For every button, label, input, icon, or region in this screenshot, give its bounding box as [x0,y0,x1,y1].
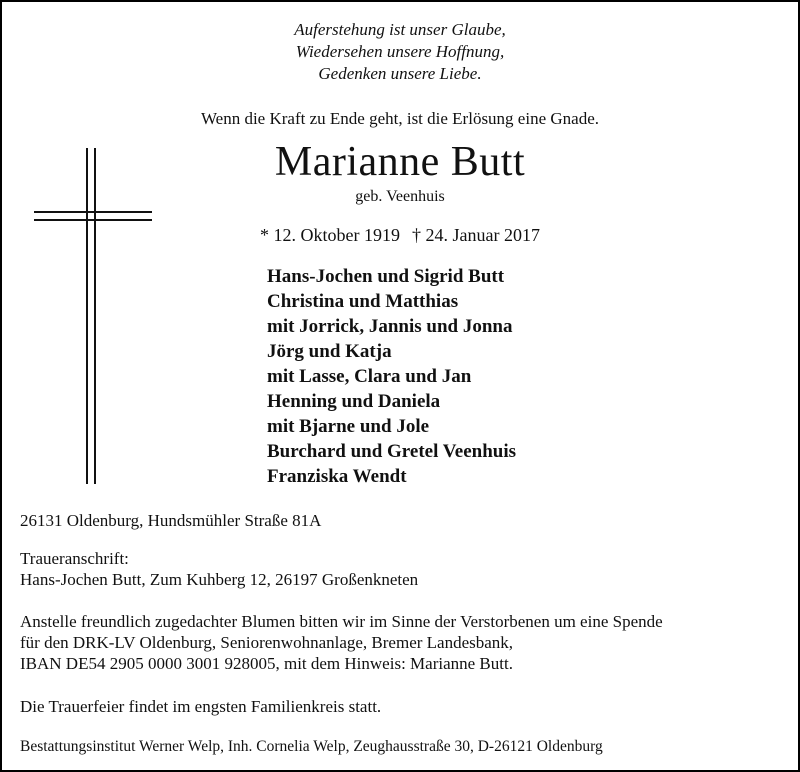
mourner-line: mit Lasse, Clara und Jan [267,366,472,387]
saying: Wenn die Kraft zu Ende geht, ist die Erlösung eine Gnade. [200,109,599,128]
mourner-line: Burchard und Gretel Veenhuis [267,441,516,462]
donation-line: für den DRK-LV Oldenburg, Seniorenwohnanlage, Bremer Landesbank, [20,633,514,652]
mourners-list [267,264,516,489]
mourning-address [20,548,418,590]
mourning-address-value: Hans-Jochen Butt, Zum Kuhberg 12, 26197 Großenkneten [20,570,419,589]
funeral-home-footer: Bestattungsinstitut Werner Welp, Inh. Cornelia Welp, Zeughausstraße 30, D-26121 Oldenburg [20,738,603,755]
mourning-address-label: Traueranschrift: [20,549,129,568]
deceased-name: Marianne Butt [274,139,526,185]
life-dates [2,223,798,247]
motto-line: Gedenken unsere Liebe. [318,64,482,83]
ceremony-note: Die Trauerfeier findet im engsten Familienkreis statt. [20,697,382,716]
birth-date: * 12. Oktober 1919 [260,225,400,245]
mourner-line: Franziska Wendt [267,466,407,487]
family-address: 26131 Oldenburg, Hundsmühler Straße 81A [20,511,322,530]
mourner-line: Christina und Matthias [267,291,459,312]
motto-line: Wiedersehen unsere Hoffnung, [295,42,505,61]
motto-line: Auferstehung ist unser Glaube, [294,20,506,39]
maiden-name: geb. Veenhuis [355,188,445,205]
mourner-line: mit Jorrick, Jannis und Jonna [267,316,513,337]
donation-line: IBAN DE54 2905 0000 3001 928005, mit dem Hinweis: Marianne Butt. [20,654,513,673]
mourner-line: Hans-Jochen und Sigrid Butt [267,266,505,287]
motto [2,19,798,85]
donation-line: Anstelle freundlich zugedachter Blumen bitten wir im Sinne der Verstorbenen um eine Spende [20,612,663,631]
donation-request [20,611,663,674]
mourner-line: Jörg und Katja [267,341,392,362]
death-date: † 24. Januar 2017 [412,225,540,245]
mourner-line: Henning und Daniela [267,391,441,412]
mourner-line: mit Bjarne und Jole [267,416,430,437]
